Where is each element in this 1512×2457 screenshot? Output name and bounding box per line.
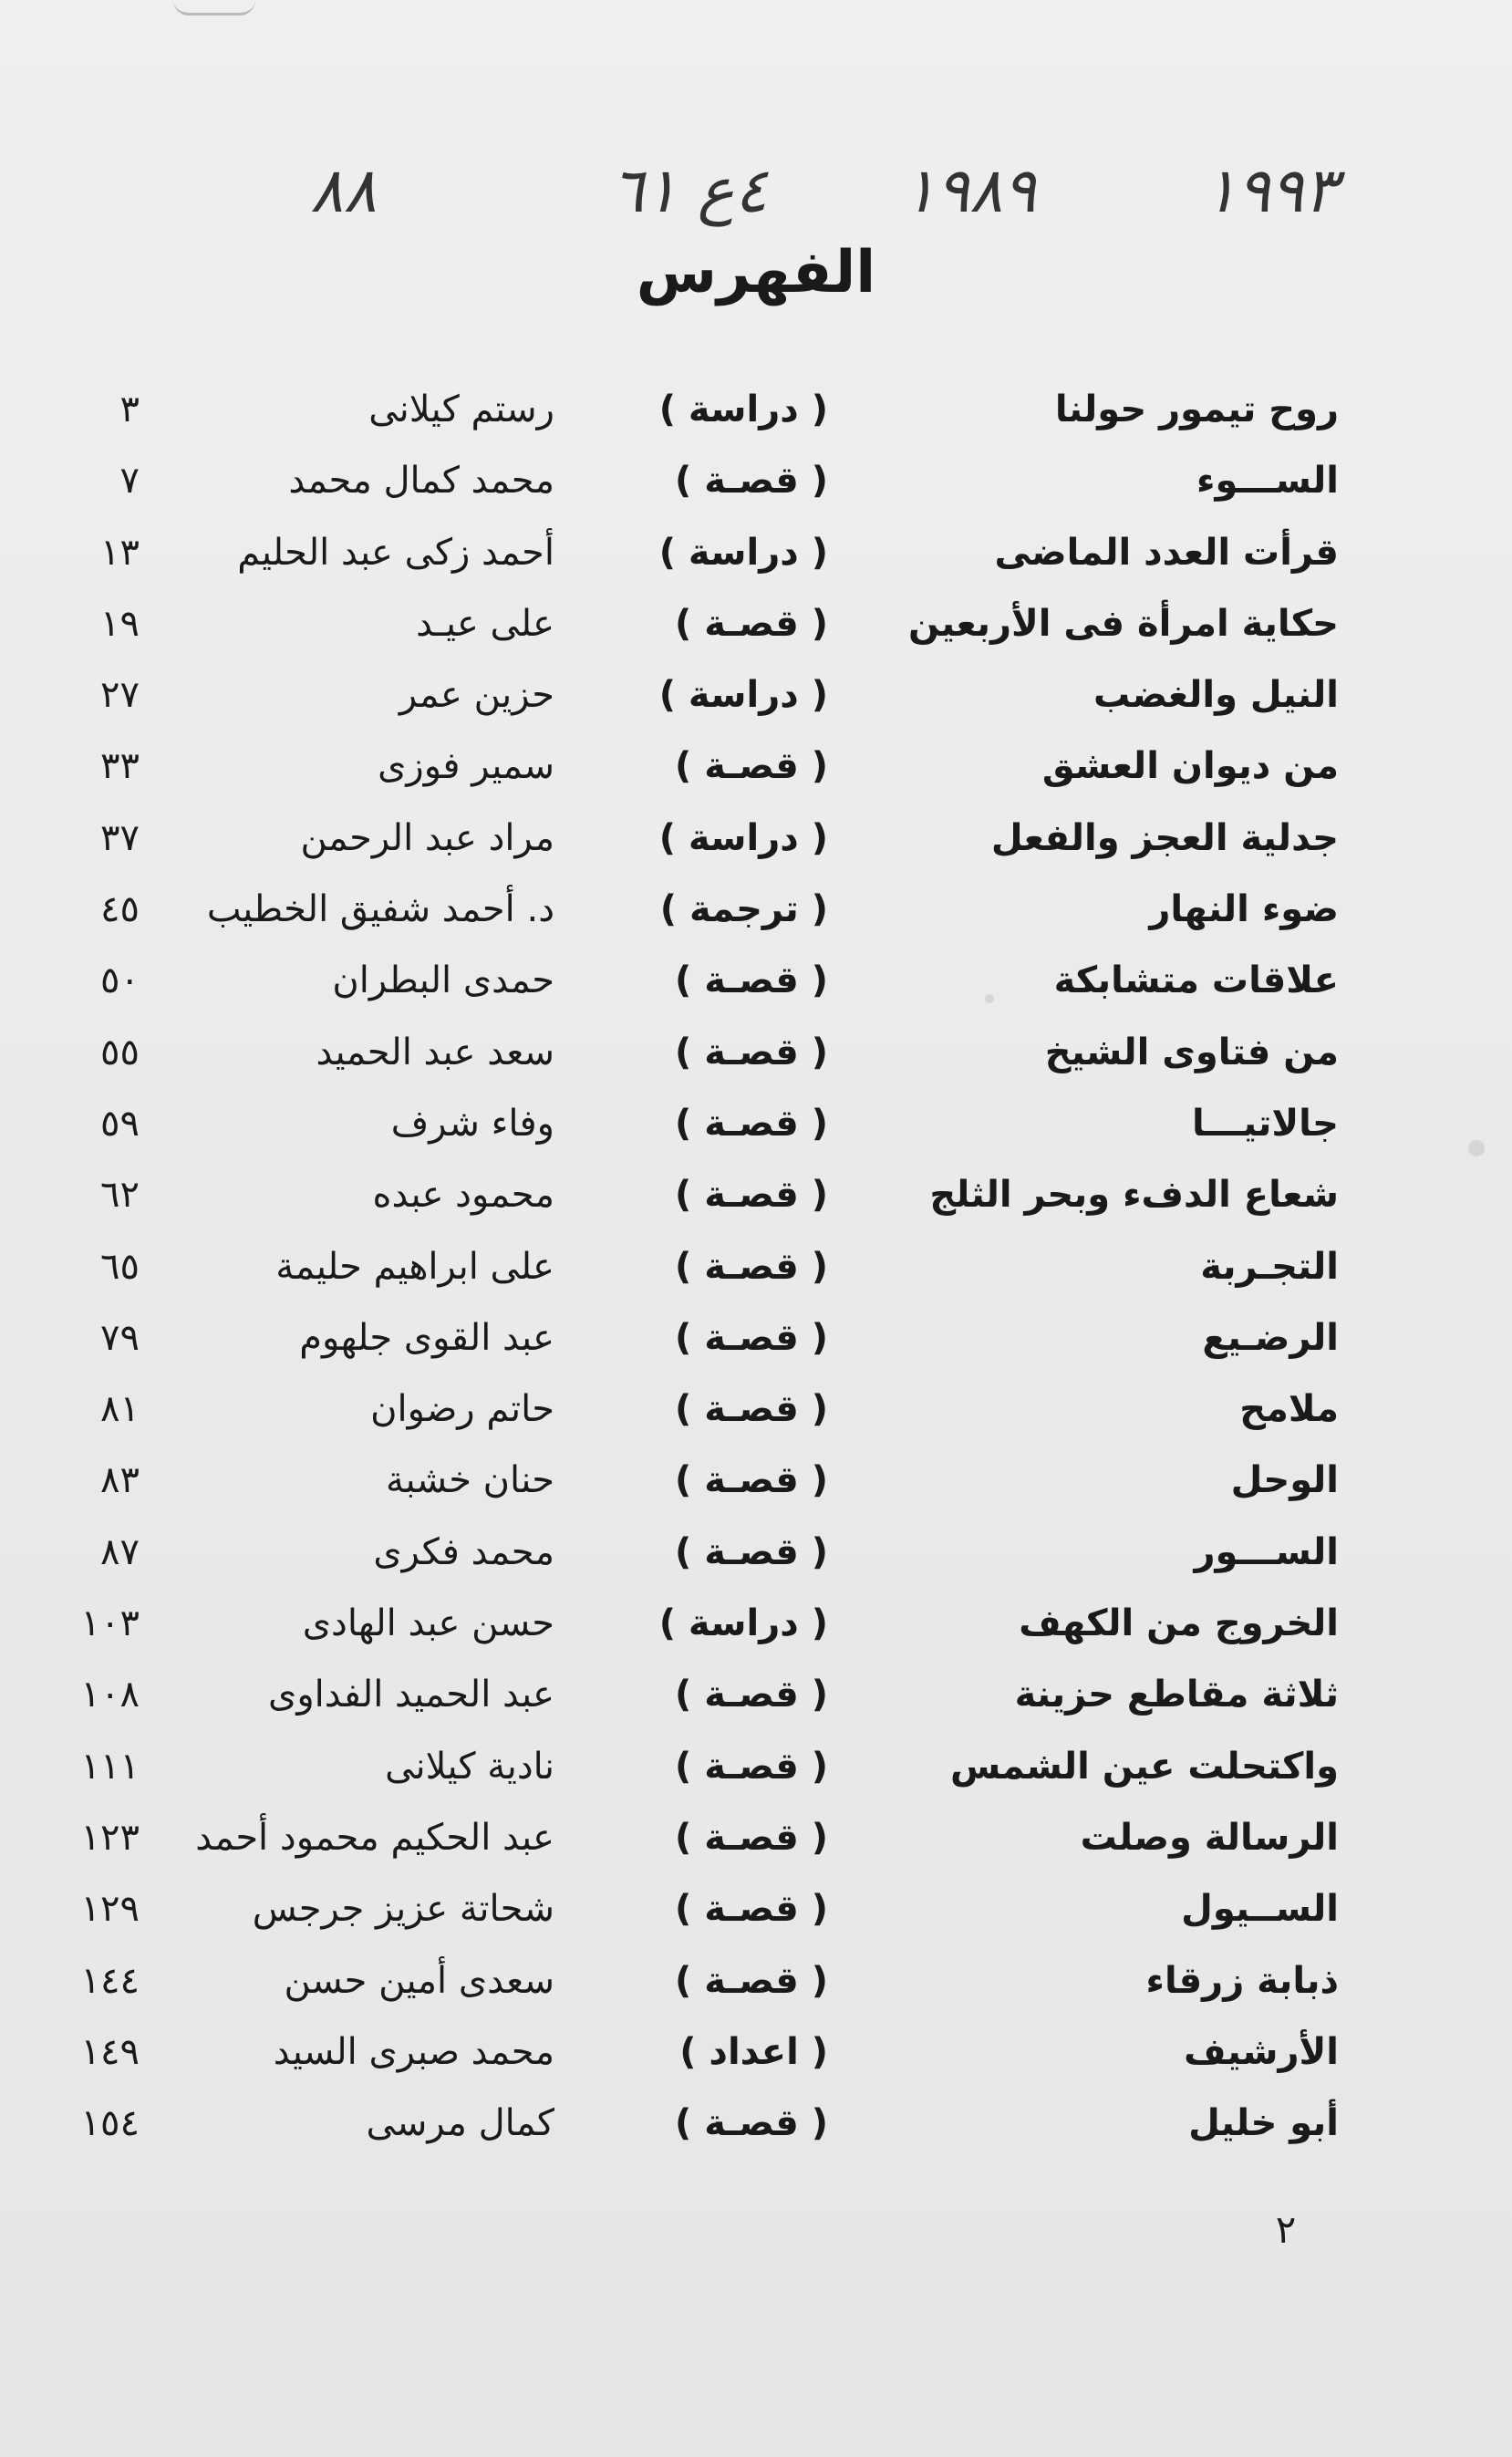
entry-title: علاقات متشابكة: [1053, 959, 1339, 1002]
entry-page-number: ٧٩: [100, 1316, 140, 1359]
handwritten-note: ٨٨: [310, 155, 378, 227]
toc-entry: [0, 1088, 1512, 1159]
entry-page-number: ٨١: [100, 1388, 140, 1431]
toc-entry: [0, 1802, 1512, 1873]
entry-page-number: ٥٩: [100, 1102, 140, 1145]
corner-ink-mark: [173, 0, 255, 16]
entry-genre: ( قصـة ): [675, 1388, 828, 1431]
entry-title: ثلاثة مقاطع حزينة: [1014, 1674, 1339, 1716]
handwritten-year: ١٩٨٩: [903, 155, 1037, 227]
toc-entry: [0, 1374, 1512, 1445]
entry-title: النيل والغضب: [1093, 674, 1339, 717]
entry-genre: ( قصـة ): [675, 2102, 828, 2145]
entry-title: ملامح: [1239, 1388, 1339, 1431]
entry-page-number: ١٢٩: [80, 1888, 140, 1931]
toc-entry: [0, 2088, 1512, 2159]
entry-page-number: ٣٣: [100, 745, 140, 788]
entry-title: التجـربة: [1200, 1245, 1339, 1288]
entry-genre: ( قصـة ): [675, 1459, 828, 1502]
entry-title: جدلية العجز والفعل: [990, 816, 1339, 859]
entry-genre: ( قصـة ): [675, 1959, 828, 2002]
entry-author: حنان خشبة: [386, 1459, 554, 1502]
entry-author: سعد عبد الحميد: [316, 1031, 554, 1073]
toc-entry: [0, 1873, 1512, 1944]
entry-title: من ديوان العشق: [1041, 745, 1339, 788]
entry-title: جالاتيـــا: [1191, 1102, 1339, 1145]
entry-title: الســـوء: [1196, 460, 1339, 503]
entry-author: سمير فوزى: [378, 745, 554, 788]
entry-page-number: ٣٧: [100, 816, 140, 859]
toc-entry: [0, 1159, 1512, 1230]
entry-title: قرأت العدد الماضى: [994, 531, 1339, 574]
toc-entry: [0, 1445, 1512, 1516]
toc-entry: [0, 517, 1512, 588]
entry-title: الرسالة وصلت: [1080, 1816, 1339, 1859]
entry-genre: ( قصـة ): [675, 1816, 828, 1859]
entry-genre: ( دراسة ): [658, 1602, 828, 1645]
entry-page-number: ١٢٣: [80, 1816, 140, 1859]
entry-author: محمد كمال محمد: [288, 460, 554, 503]
entry-page-number: ١٠٣: [80, 1602, 140, 1645]
toc-entry: [0, 659, 1512, 731]
page-number: ٢: [1275, 2207, 1297, 2252]
page-title: الفهرس: [636, 239, 876, 306]
entry-genre: ( قصـة ): [675, 460, 828, 503]
entry-genre: ( قصـة ): [675, 745, 828, 788]
entry-page-number: ١١١: [80, 1745, 140, 1788]
entry-genre: ( قصـة ): [675, 1174, 828, 1217]
entry-page-number: ١٣: [100, 531, 140, 574]
entry-author: على ابراهيم حليمة: [275, 1245, 554, 1288]
entry-page-number: ٥٠: [100, 959, 140, 1002]
entry-genre: ( اعداد ): [679, 2030, 828, 2073]
entry-author: نادية كيلانى: [385, 1745, 554, 1788]
toc-entry: [0, 1231, 1512, 1302]
entry-author: عبد القوى جلهوم: [299, 1316, 554, 1359]
entry-title: أبو خليل: [1188, 2102, 1339, 2145]
entry-genre: ( قصـة ): [675, 1745, 828, 1788]
toc-entry: [0, 1302, 1512, 1374]
entry-page-number: ١٤٩: [80, 2030, 140, 2073]
entry-author: وفاء شرف: [390, 1102, 554, 1145]
entry-author: محمد صبرى السيد: [273, 2030, 554, 2073]
entry-title: ضوء النهار: [1149, 888, 1339, 931]
entry-title: الســـور: [1194, 1530, 1339, 1573]
entry-author: رستم كيلانى: [368, 389, 554, 430]
toc-entry: [0, 2016, 1512, 2088]
entry-page-number: ١٤٤: [80, 1959, 140, 2002]
entry-page-number: ٥٥: [100, 1031, 140, 1073]
toc-entry: [0, 1588, 1512, 1659]
entry-genre: ( قصـة ): [675, 1245, 828, 1288]
entry-title: روح تيمور حولنا: [1054, 389, 1339, 430]
toc-entry: [0, 1945, 1512, 2016]
entry-genre: ( ترجمة ): [659, 888, 828, 931]
entry-title: حكاية امرأة فى الأربعين: [908, 602, 1339, 645]
entry-genre: ( دراسة ): [658, 816, 828, 859]
toc-entry: [0, 588, 1512, 659]
entry-page-number: ١٠٨: [80, 1674, 140, 1716]
table-of-contents: [0, 374, 1512, 2152]
entry-title: من فتاوى الشيخ: [1044, 1031, 1339, 1073]
toc-entry: [0, 731, 1512, 802]
entry-page-number: ١٩: [100, 602, 140, 645]
entry-author: حمدى البطران: [332, 959, 554, 1002]
entry-genre: ( دراسة ): [658, 389, 828, 430]
toc-entry: [0, 445, 1512, 516]
entry-title: شعاع الدفء وبحر الثلج: [929, 1174, 1339, 1217]
handwritten-year: ١٩٩٣: [1204, 155, 1338, 227]
toc-entry: [0, 1017, 1512, 1088]
entry-page-number: ٨٣: [100, 1459, 140, 1502]
entry-author: عبد الحميد الفداوى: [268, 1674, 554, 1716]
entry-author: محمود عبده: [372, 1174, 554, 1217]
entry-page-number: ٢٧: [100, 674, 140, 717]
entry-genre: ( قصـة ): [675, 1316, 828, 1359]
toc-entry: [0, 1517, 1512, 1588]
entry-title: الأرشيف: [1184, 2030, 1339, 2073]
entry-author: سعدى أمين حسن: [284, 1959, 554, 2002]
handwritten-note: ٤ع ٦١: [611, 155, 768, 227]
entry-genre: ( قصـة ): [675, 1102, 828, 1145]
entry-genre: ( قصـة ): [675, 602, 828, 645]
entry-genre: ( قصـة ): [675, 959, 828, 1002]
toc-entry: [0, 803, 1512, 874]
entry-genre: ( قصـة ): [675, 1888, 828, 1931]
entry-page-number: ٦٥: [100, 1245, 140, 1288]
entry-title: الرضـيع: [1202, 1316, 1339, 1359]
entry-author: كمال مرسى: [366, 2102, 554, 2145]
entry-page-number: ٦٢: [100, 1174, 140, 1217]
toc-entry: [0, 1731, 1512, 1802]
entry-page-number: ٣: [119, 389, 140, 430]
toc-entry: [0, 945, 1512, 1016]
entry-author: مراد عبد الرحمن: [300, 816, 554, 859]
entry-genre: ( قصـة ): [675, 1674, 828, 1716]
toc-entry: [0, 374, 1512, 445]
entry-title: الســيول: [1181, 1888, 1339, 1931]
entry-author: محمد فكرى: [373, 1530, 554, 1573]
entry-page-number: ٧: [119, 460, 140, 503]
entry-page-number: ٤٥: [100, 888, 140, 931]
entry-author: حزين عمر: [399, 674, 554, 717]
entry-genre: ( قصـة ): [675, 1530, 828, 1573]
entry-title: الخروج من الكهف: [1019, 1602, 1339, 1645]
entry-author: عبد الحكيم محمود أحمد: [195, 1816, 554, 1859]
toc-entry: [0, 874, 1512, 945]
entry-author: حاتم رضوان: [370, 1388, 554, 1431]
entry-author: حسن عبد الهادى: [302, 1602, 554, 1645]
entry-title: واكتحلت عين الشمس: [950, 1745, 1339, 1788]
entry-title: الوحل: [1230, 1459, 1339, 1502]
entry-author: أحمد زكى عبد الحليم: [237, 531, 554, 574]
toc-entry: [0, 1659, 1512, 1730]
entry-author: شحاتة عزيز جرجس: [252, 1888, 554, 1931]
entry-title: ذبابة زرقاء: [1145, 1959, 1339, 2002]
entry-genre: ( قصـة ): [675, 1031, 828, 1073]
entry-genre: ( دراسة ): [658, 674, 828, 717]
entry-author: د. أحمد شفيق الخطيب: [206, 888, 554, 931]
entry-page-number: ٨٧: [100, 1530, 140, 1573]
entry-page-number: ١٥٤: [80, 2102, 140, 2145]
entry-author: على عيـد: [416, 602, 554, 645]
entry-genre: ( دراسة ): [658, 531, 828, 574]
